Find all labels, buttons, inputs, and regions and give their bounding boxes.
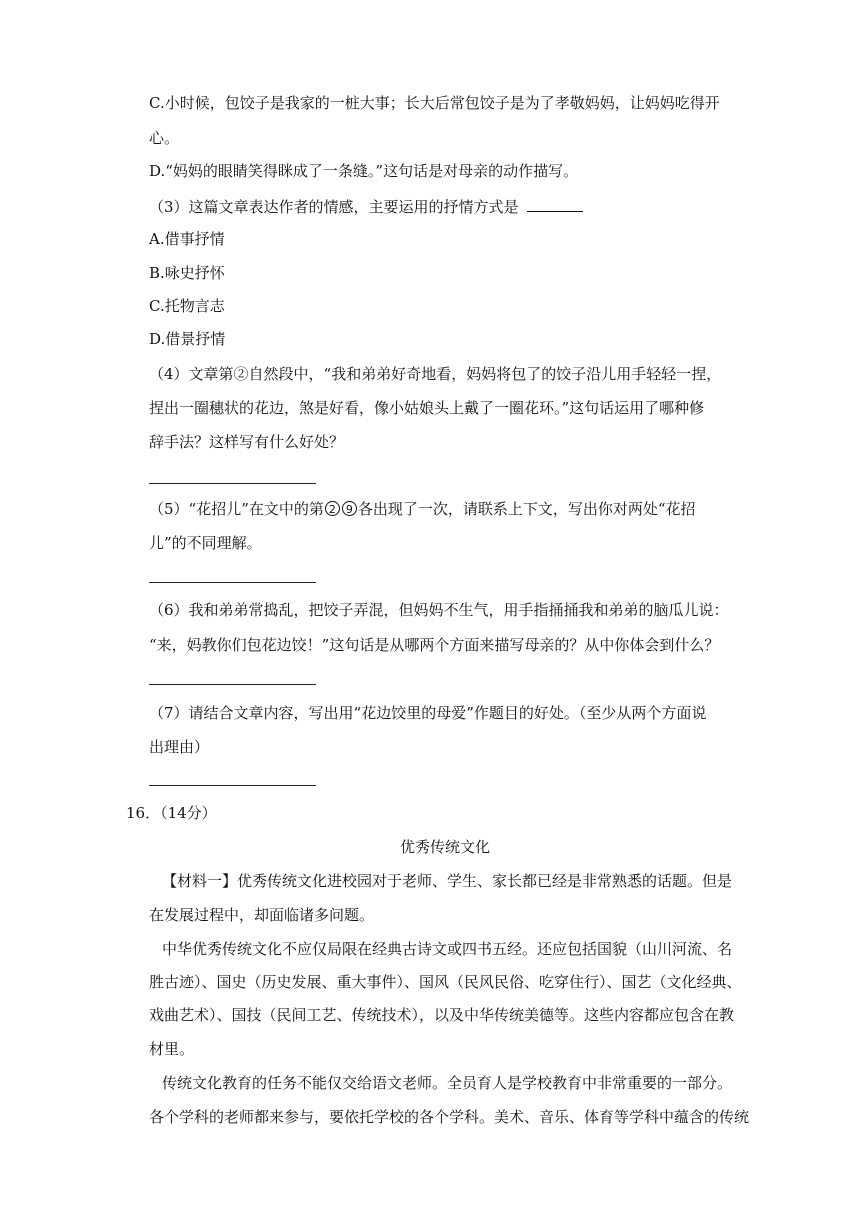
p2-line2: 胜古迹）、国史（历史发展、重大事件）、国风（民风民俗、吃穿住行）、国艺（文化经典、 [149, 973, 742, 991]
q3-option-d: D.借景抒情 [149, 330, 226, 348]
p3-line2: 各个学科的老师都来参与，要依托学校的各个学科。美术、音乐、体育等学科中蕴含的传统 [149, 1108, 750, 1126]
q6-line1: （6）我和弟弟常捣乱，把饺子弄混，但妈妈不生气，用手指捅捅我和弟弟的脑瓜儿说： [149, 601, 729, 619]
q5-answer-line[interactable] [149, 582, 316, 583]
q7-answer-line[interactable] [149, 785, 316, 786]
q16-title: 优秀传统文化 [399, 838, 490, 856]
q3-prompt-line [149, 196, 741, 217]
q5-line1 [149, 499, 741, 519]
q4-line3: 辞手法？这样写有什么好处？ [149, 433, 345, 451]
q7-line2: 出理由） [149, 738, 210, 756]
q2-option-c-line2: 心。 [149, 129, 180, 147]
q4-line1: （4）文章第②自然段中，“我和弟弟好奇地看，妈妈将包了的饺子沿儿用手轻轻一捏， [149, 365, 722, 383]
q3-option-c: C.托物言志 [149, 297, 225, 315]
paragraph-2-circle: 2 [325, 501, 340, 516]
p2-line3: 戏曲艺术）、国技（民间工艺、传统技术），以及中华传统美德等。这些内容都应包含在教 [149, 1006, 735, 1024]
p2-line4: 材里。 [149, 1040, 195, 1058]
q6-line2: “来，妈教你们包花边饺！”这句话是从哪两个方面来描写母亲的？从中你体会到什么？ [149, 636, 720, 654]
p2-line1: 中华优秀传统文化不应仅局限在经典古诗文或四书五经。还应包括国貌（山川河流、名 [162, 940, 733, 958]
q5-text-post: 各出现了一次，请联系上下文，写出你对两处“花招 [357, 500, 696, 518]
q6-answer-line[interactable] [149, 684, 316, 685]
q3-prompt: （3）这篇文章表达作者的情感，主要运用的抒情方式是 [149, 198, 519, 216]
q3-option-b: B.咏史抒怀 [149, 264, 225, 282]
paragraph-9-circle: 9 [342, 501, 357, 516]
q2-option-c-line1: C.小时候，包饺子是我家的一桩大事；长大后常包饺子是为了孝敬妈妈，让妈妈吃得开 [149, 94, 720, 112]
material1-line1: 【材料一】优秀传统文化进校园对于老师、学生、家长都已经是非常熟悉的话题。但是 [162, 872, 733, 890]
q5-line2: 儿”的不同理解。 [149, 534, 262, 552]
q3-option-a: A.借事抒情 [149, 230, 225, 248]
q7-line1: （7）请结合文章内容，写出用“花边饺里的母爱”作题目的好处。（至少从两个方面说 [149, 704, 707, 722]
q4-line2: 捏出一圈穗状的花边，煞是好看，像小姑娘头上戴了一圈花环。”这句话运用了哪种修 [149, 399, 705, 417]
q2-option-d: D.“妈妈的眼睛笑得眯成了一条缝。”这句话是对母亲的动作描写。 [149, 162, 579, 180]
material1-line2: 在发展过程中，却面临诸多问题。 [149, 906, 375, 924]
p3-line1: 传统文化教育的任务不能仅交给语文老师。全员育人是学校教育中非常重要的一部分。 [162, 1074, 733, 1092]
q16-header: 16．（14分） [126, 804, 217, 822]
q4-answer-line[interactable] [149, 483, 316, 484]
q3-answer-blank[interactable] [527, 196, 583, 212]
q5-text-pre: （5）“花招儿”在文中的第 [149, 500, 324, 518]
